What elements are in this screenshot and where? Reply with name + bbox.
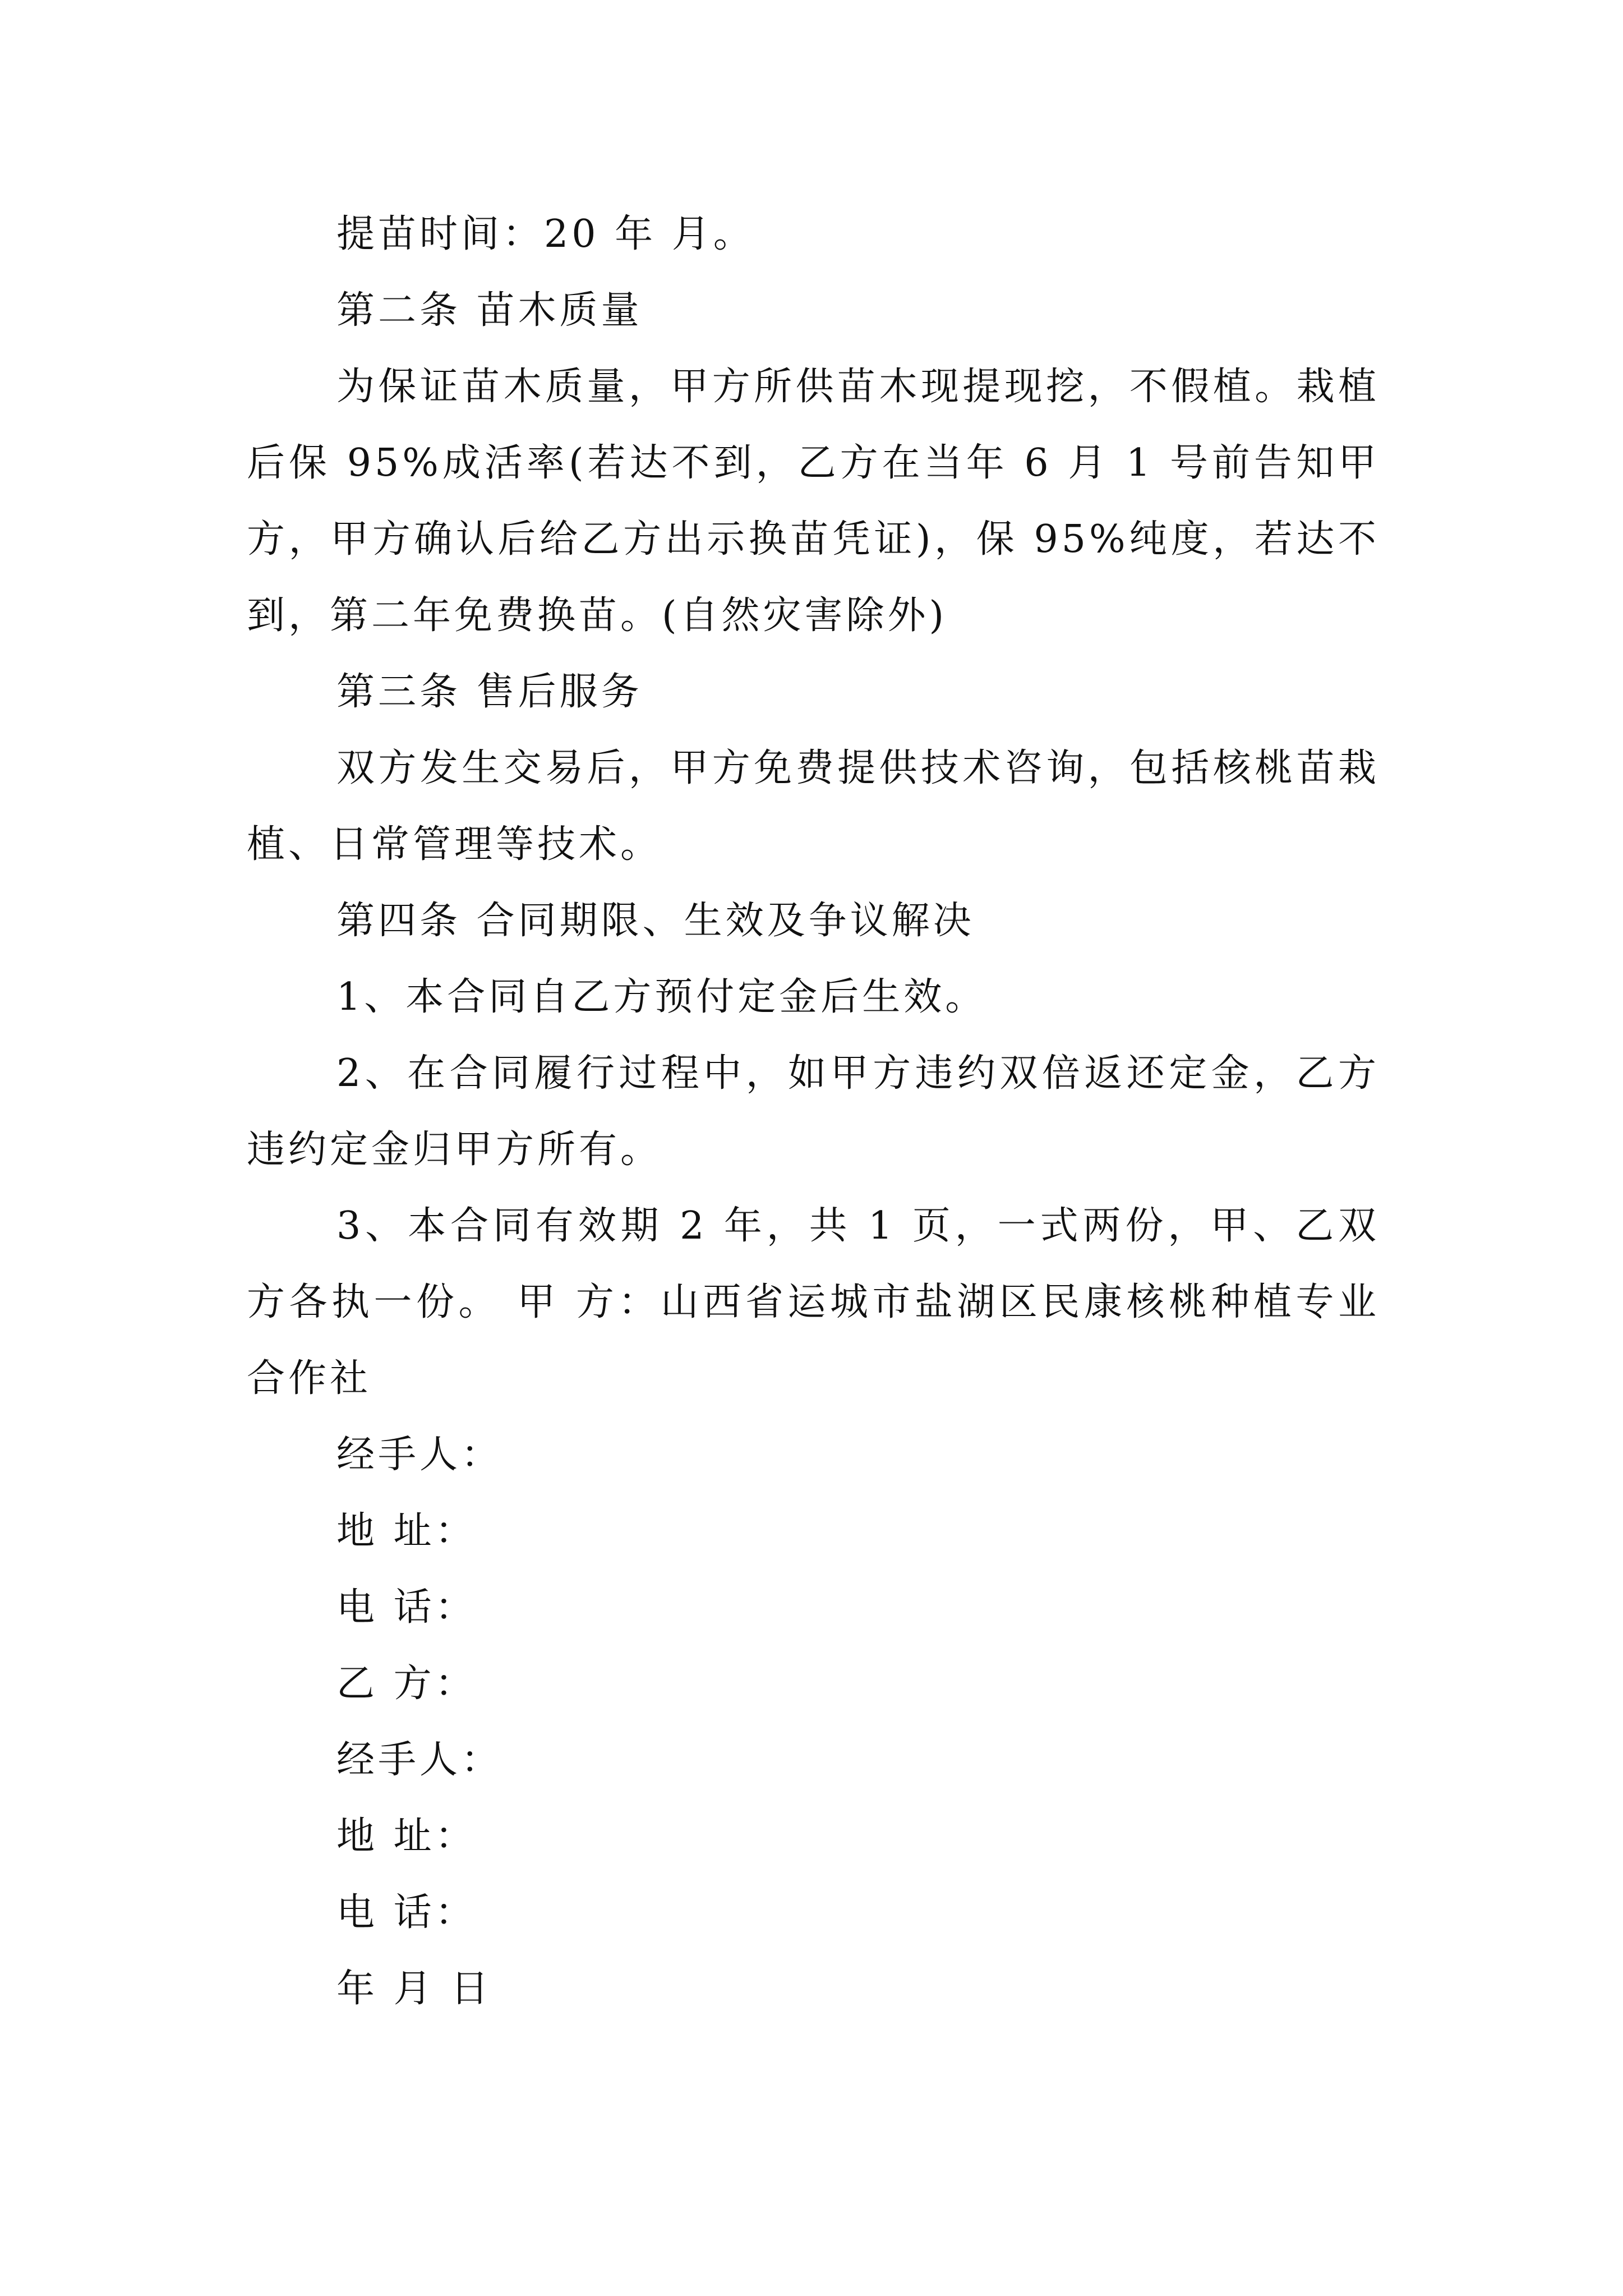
party-a-address: 地 址： xyxy=(336,1509,477,1553)
party-b: 乙 方： xyxy=(336,1662,477,1706)
clause-1: 1、本合同自乙方预付定金后生效。 xyxy=(336,975,987,1019)
article2-body: 为保证苗木质量，甲方所供苗木现提现挖，不假植。栽植后保 95%成活率(若达不到，乙方在当年 6 月 1 号前告知甲方，甲方确认后给乙方出示换苗凭证)，保 95%纯度，若达不到，第二年免费换苗。(自然灾害除外) xyxy=(247,365,1380,638)
article3-body: 双方发生交易后，甲方免费提供技术咨询，包括核桃苗栽植、日常管理等技术。 xyxy=(247,746,1380,867)
date-line: 年 月 日 xyxy=(336,1967,492,2011)
pickup-time: 提苗时间：20 年 月。 xyxy=(336,212,755,256)
clause-3: 3、本合同有效期 2 年，共 1 页，一式两份，甲、乙双方各执一份。 甲 方：山西省运城市盐湖区民康核桃种植专业合作社 xyxy=(247,1204,1380,1401)
party-b-phone: 电 话： xyxy=(336,1890,477,1935)
party-a-phone: 电 话： xyxy=(336,1585,477,1630)
contract-body xyxy=(247,196,1380,2027)
article3-heading: 第三条 售后服务 xyxy=(336,670,643,714)
article2-heading: 第二条 苗木质量 xyxy=(336,288,643,333)
clause-2: 2、在合同履行过程中，如甲方违约双倍返还定金，乙方违约定金归甲方所有。 xyxy=(247,1051,1380,1172)
party-b-handler: 经手人： xyxy=(336,1738,503,1782)
article4-heading: 第四条 合同期限、生效及争议解决 xyxy=(336,899,975,943)
party-a-handler: 经手人： xyxy=(336,1433,503,1477)
party-b-address: 地 址： xyxy=(336,1814,477,1858)
